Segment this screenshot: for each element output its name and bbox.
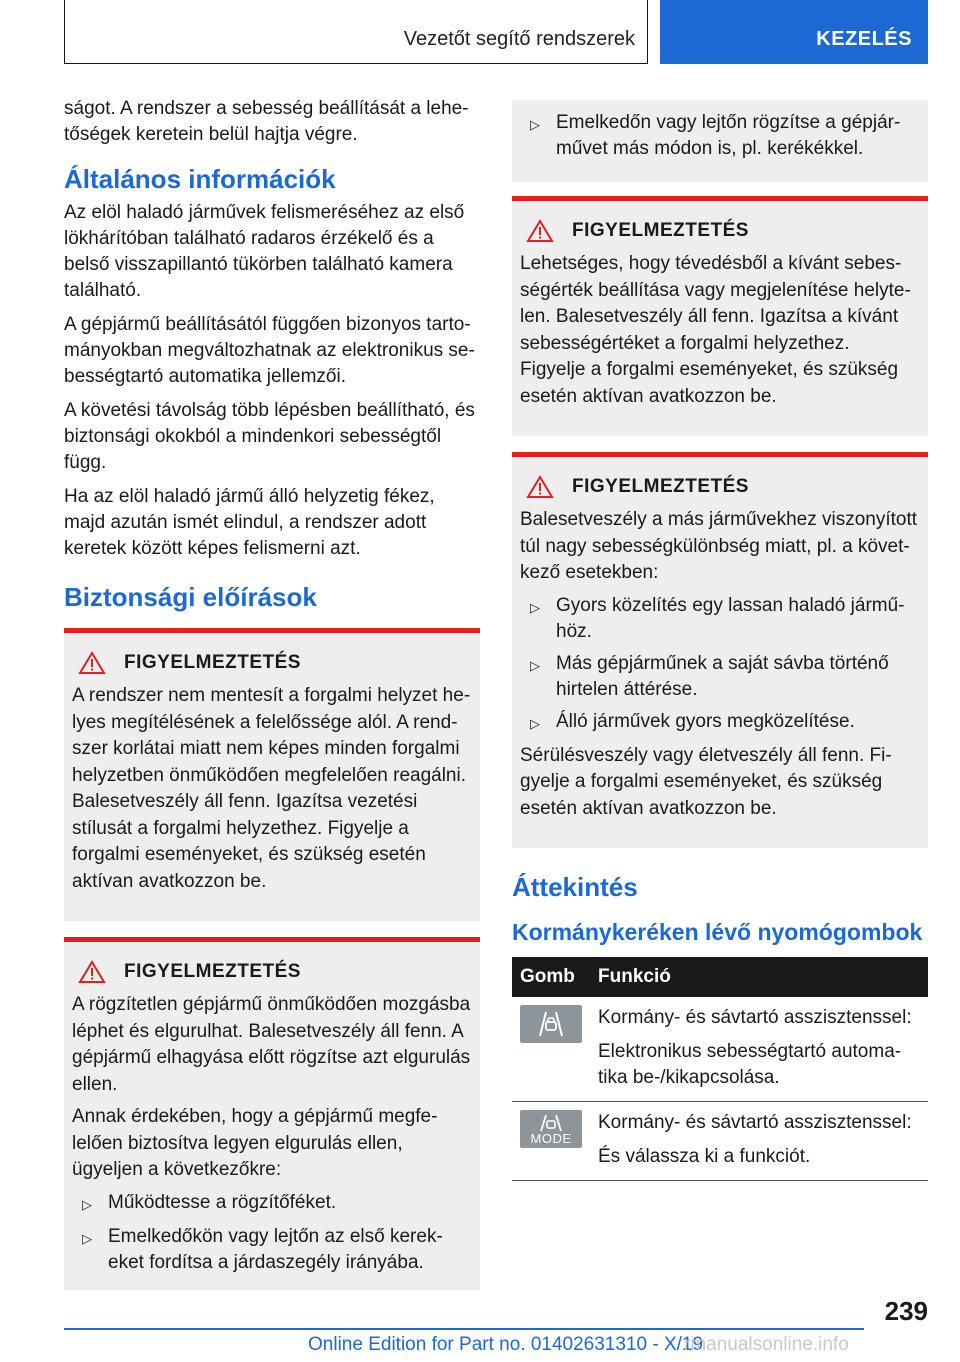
section-title: Vezetőt segítő rendszerek bbox=[403, 28, 635, 50]
paragraph: Az elöl haladó járművek felismeréséhez az első lökhárítóban található radaros érzékelő és a belső visszapillantó tükörben található kamera található. bbox=[64, 202, 465, 301]
left-column bbox=[64, 96, 480, 1306]
table-row bbox=[512, 1102, 928, 1181]
edition-text: Online Edition for Part no. 01402631310 - X/19 bbox=[308, 1334, 704, 1355]
paragraph: A gépjármű beállításától függően bizonyos tartományokban megváltozhatnak az elektronikus sebességtartó automatika jellemzői. bbox=[64, 314, 475, 387]
warning-triangle-icon bbox=[526, 219, 554, 243]
mode-button-icon bbox=[520, 1110, 582, 1148]
function-text: És válassza ki a funkciót. bbox=[598, 1146, 811, 1167]
warning-triangle-icon bbox=[78, 651, 106, 675]
table-row bbox=[512, 997, 928, 1102]
intro-paragraph: ságot. A rendszer a sebesség beállítását a lehetőségek keretein belül hajtja végre. bbox=[64, 98, 469, 145]
buttons-table bbox=[512, 957, 928, 1181]
section-tab bbox=[64, 0, 648, 64]
chapter-tab bbox=[660, 0, 928, 64]
warning-text: Annak érdekében, hogy a gépjármű megfelelően biztosítva legyen elgurulás ellen, ügyeljen a következőkre: bbox=[72, 1106, 438, 1180]
steering-assist-icon bbox=[520, 1005, 582, 1043]
bullet-triangle-icon: ▷ bbox=[530, 657, 540, 673]
mode-label: MODE bbox=[530, 1130, 572, 1146]
warning-title: FIGYELMEZTETÉS bbox=[572, 220, 749, 241]
list-item: ▷ Működtesse a rögzítőféket. bbox=[72, 1190, 472, 1218]
warning-title: FIGYELMEZTETÉS bbox=[572, 476, 749, 497]
list-item: ▷ Emelkedőkön vagy lejtőn az első kerekeket fordítsa a járdaszegély irányába. bbox=[72, 1224, 472, 1276]
warning-text: A rendszer nem mentesít a forgalmi helyzet helyes megítélésének a felelőssége alól. A rendszer korlátai miatt nem képes minden forgalmi helyzetben önműködően megfelelően reagálni. Balesetveszély áll fenn. Igazítsa vezetési stílusát a forgalmi helyzethez. Figyelje a forgalmi eseményeket, és szükség esetén aktívan avatkozzon be. bbox=[72, 685, 471, 892]
warning-box bbox=[64, 937, 480, 1290]
page-header bbox=[64, 0, 928, 66]
list-item: ▷ Emelkedőn vagy lejtőn rögzítse a gépjárművet más módon is, pl. kerékékkel. bbox=[520, 110, 920, 162]
page-number: 239 bbox=[884, 1296, 928, 1326]
warning-title: FIGYELMEZTETÉS bbox=[124, 961, 301, 982]
table-header-row bbox=[512, 957, 928, 997]
warning-text: Lehetséges, hogy tévedésből a kívánt sebességérték beállítása vagy megjelenítése helytelen. Balesetveszély áll fenn. Igazítsa a kívánt sebességértéket a forgalmi helyzethez. Figyelje a forgalmi eseményeket, és szükség esetén aktívan avatkozzon be. bbox=[520, 253, 911, 407]
warning-continuation bbox=[512, 100, 928, 182]
warning-title: FIGYELMEZTETÉS bbox=[124, 652, 301, 673]
warning-triangle-icon bbox=[526, 475, 554, 499]
warning-text: A rögzítetlen gépjármű önműködően mozgásba léphet és elgurulhat. Balesetveszély áll fenn. A gépjármű elhagyása előtt rögzítse azt elgurulás ellen. bbox=[72, 994, 471, 1095]
chapter-title: KEZELÉS bbox=[816, 28, 912, 50]
heading-safety: Biztonsági előírások bbox=[64, 582, 317, 612]
function-text: Kormány- és sávtartó asszisztenssel: bbox=[598, 1112, 912, 1133]
bullet-triangle-icon: ▷ bbox=[530, 599, 540, 615]
list-item: ▷ Álló járművek gyors megközelítése. bbox=[520, 709, 920, 737]
paragraph: Ha az elöl haladó jármű álló helyzetig fékez, majd azután ismét elindul, a rendszer adott keretek között képes felismerni azt. bbox=[64, 486, 435, 559]
column-header-button: Gomb bbox=[512, 957, 590, 997]
column-header-function: Funkció bbox=[590, 957, 928, 997]
bullet-triangle-icon: ▷ bbox=[530, 715, 540, 731]
warning-text: Balesetveszély a más járművekhez viszonyított túl nagy sebességkülönbség miatt, pl. a következő esetekben: bbox=[520, 509, 918, 583]
heading-general-info: Általános információk bbox=[64, 164, 336, 194]
warning-box bbox=[512, 452, 928, 848]
footer-divider bbox=[64, 1328, 864, 1330]
list-item: ▷ Gyors közelítés egy lassan haladó járműhöz. bbox=[520, 593, 920, 645]
warning-text: Sérülésveszély vagy életveszély áll fenn. Figyelje a forgalmi eseményeket, és szükség esetén aktívan avatkozzon be. bbox=[520, 744, 892, 819]
warning-box bbox=[64, 628, 480, 921]
function-text: Kormány- és sávtartó asszisztenssel: bbox=[598, 1007, 912, 1028]
car-lane-icon bbox=[536, 1114, 566, 1132]
watermark: rmanualsonline.info bbox=[684, 1334, 849, 1355]
function-text: Elektronikus sebességtartó automatika be-/kikapcsolása. bbox=[598, 1041, 902, 1088]
warning-triangle-icon bbox=[78, 960, 106, 984]
bullet-triangle-icon: ▷ bbox=[82, 1230, 92, 1246]
right-column bbox=[512, 100, 928, 1181]
bullet-triangle-icon: ▷ bbox=[82, 1196, 92, 1212]
warning-box bbox=[512, 196, 928, 436]
bullet-triangle-icon: ▷ bbox=[530, 117, 540, 132]
list-item: ▷ Más gépjárműnek a saját sávba történő hirtelen áttérése. bbox=[520, 651, 920, 703]
paragraph: A követési távolság több lépésben beállítható, és biztonsági okokból a mindenkori sebességtől függ. bbox=[64, 400, 475, 473]
heading-steering-buttons: Kormánykeréken lévő nyomógombok bbox=[512, 919, 923, 945]
car-lane-icon bbox=[534, 1010, 568, 1038]
heading-overview: Áttekintés bbox=[512, 872, 638, 902]
